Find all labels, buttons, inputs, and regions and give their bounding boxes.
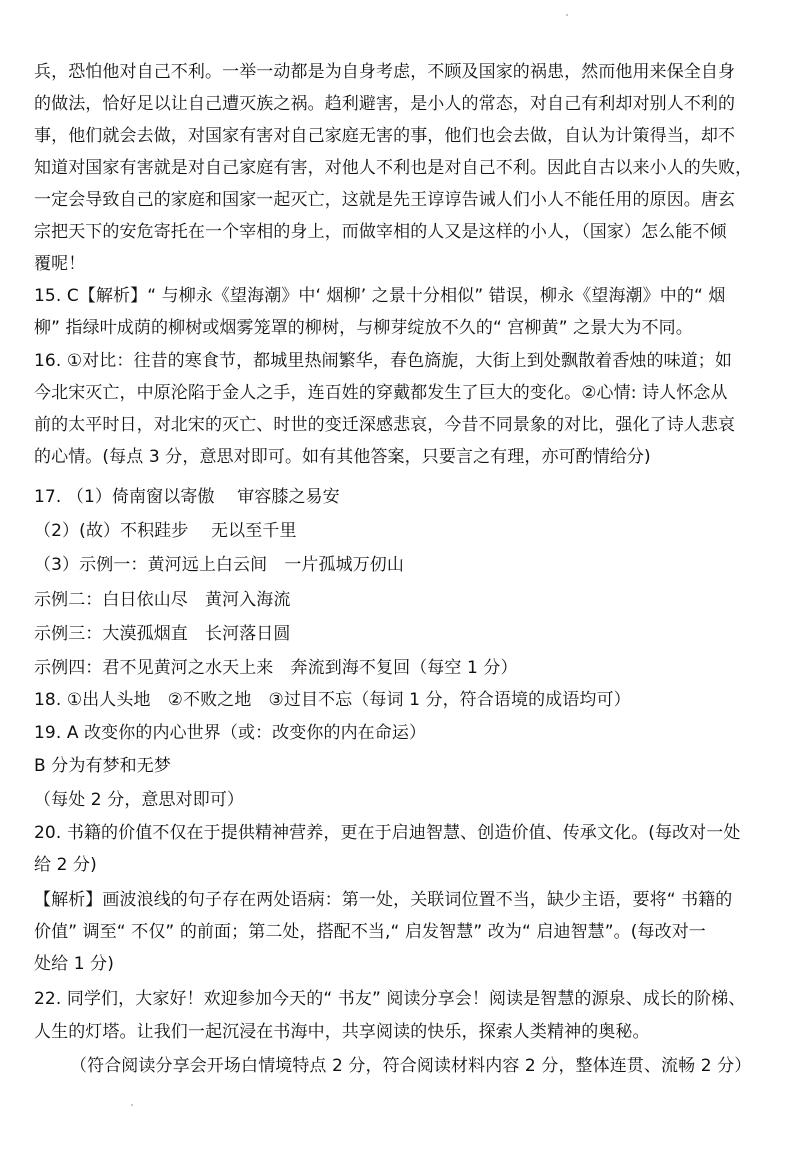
answer-22-line: 22. 同学们，大家好！欢迎参加今天的“ 书友” 阅读分享会！阅读是智慧的源泉、成长的阶梯、 xyxy=(34,989,746,1009)
scan-speck xyxy=(566,14,568,16)
answer-20-line: 20. 书籍的价值不仅在于提供精神营养，更在于启迪智慧、创造价值、传承文化。(每改对一处 xyxy=(34,823,741,843)
text-line: 宗把天下的安危寄托在一个宰相的身上，而做宰相的人又是这样的小人，（国家）怎么能不倾 xyxy=(34,222,727,242)
text-line: 知道对国家有害就是对自己家庭有害，对他人不利也是对自己不利。因此自古以来小人的失败， xyxy=(34,158,753,178)
answer-16-line: 今北宋灭亡，中原沦陷于金人之手，连百姓的穿戴都发生了巨大的变化。②心情: 诗人怀念从 xyxy=(34,383,728,403)
answer-20-analysis-line: 价值” 调至“ 不仅” 的前面；第二处，搭配不当,“ 启发智慧” 改为“ 启迪智慧”。(每改对一 xyxy=(34,922,706,942)
answer-16-line: 16. ①对比：往昔的寒食节，都城里热闹繁华，春色旖旎，大街上到处飘散着香烛的味道；如 xyxy=(34,351,732,371)
answer-22-line: 人生的灯塔。让我们一起沉浸在书海中，共享阅读的快乐，探索人类精神的奥秘。 xyxy=(34,1022,650,1042)
answer-16-line: 前的太平时日，对北宋的灭亡、时世的变迁深感悲哀，今昔不同景象的对比，强化了诗人悲哀 xyxy=(34,415,736,435)
answer-18-line: 18. ①出人头地 ②不败之地 ③过目不忘（每词 1 分，符合语境的成语均可） xyxy=(34,690,631,710)
answer-22-scoring-line: （符合阅读分享会开场白情境特点 2 分，符合阅读材料内容 2 分，整体连贯、流畅 2 分） xyxy=(70,1056,752,1076)
answer-19-line: 19. A 改变你的内心世界（或：改变你的内在命运） xyxy=(34,723,427,743)
text-line: 的做法，恰好足以让自己遭灭族之祸。趋利避害，是小人的常态，对自己有利却对别人不利的 xyxy=(34,94,736,114)
answer-17-line: 示例三：大漠孤烟直 长河落日圆 xyxy=(34,624,291,644)
answer-20-analysis-line: 处给 1 分) xyxy=(34,954,114,974)
text-line: 覆呢！ xyxy=(34,254,86,274)
answer-15-line: 柳” 指绿叶成荫的柳树或烟雾笼罩的柳树，与柳芽绽放不久的“ 宫柳黄” 之景大为不同。 xyxy=(34,318,693,338)
answer-17-line: 17. （1）倚南窗以寄傲 审容膝之易安 xyxy=(34,487,340,507)
scan-speck xyxy=(131,1104,133,1106)
text-line: 事，他们就会去做，对国家有害对自己家庭无害的事，他们也会去做，自认为计策得当，却不 xyxy=(34,126,736,146)
answer-20-line: 给 2 分) xyxy=(34,855,97,875)
answer-17-line: （2）(故）不积跬步 无以至千里 xyxy=(34,521,297,541)
answer-16-line: 的心情。(每点 3 分，意思对即可。如有其他答案，只要言之有理，亦可酌情给分) xyxy=(34,447,651,467)
answer-15-line: 15. C【解析】“ 与柳永《望海潮》中‘ 烟柳’ 之景十分相似” 错误，柳永《望海潮》中的“ 烟 xyxy=(34,286,726,306)
text-line: 一定会导致自己的家庭和国家一起灭亡，这就是先王谆谆告诫人们小人不能任用的原因。唐玄 xyxy=(34,190,736,210)
text-line: 兵，恐怕他对自己不利。一举一动都是为自身考虑，不顾及国家的祸患，然而他用来保全自身 xyxy=(34,62,736,82)
answer-19-line: （每处 2 分，意思对即可） xyxy=(34,790,245,810)
answer-19-line: B 分为有梦和无梦 xyxy=(34,756,171,776)
answer-20-analysis-line: 【解析】画波浪线的句子存在两处语病：第一处，关联词位置不当，缺少主语，要将“ 书籍的 xyxy=(34,890,733,910)
answer-17-line: （3）示例一：黄河远上白云间 一片孤城万仞山 xyxy=(34,555,405,575)
answer-17-line: 示例四：君不见黄河之水天上来 奔流到海不复回（每空 1 分） xyxy=(34,658,518,678)
answer-17-line: 示例二：白日依山尽 黄河入海流 xyxy=(34,590,291,610)
